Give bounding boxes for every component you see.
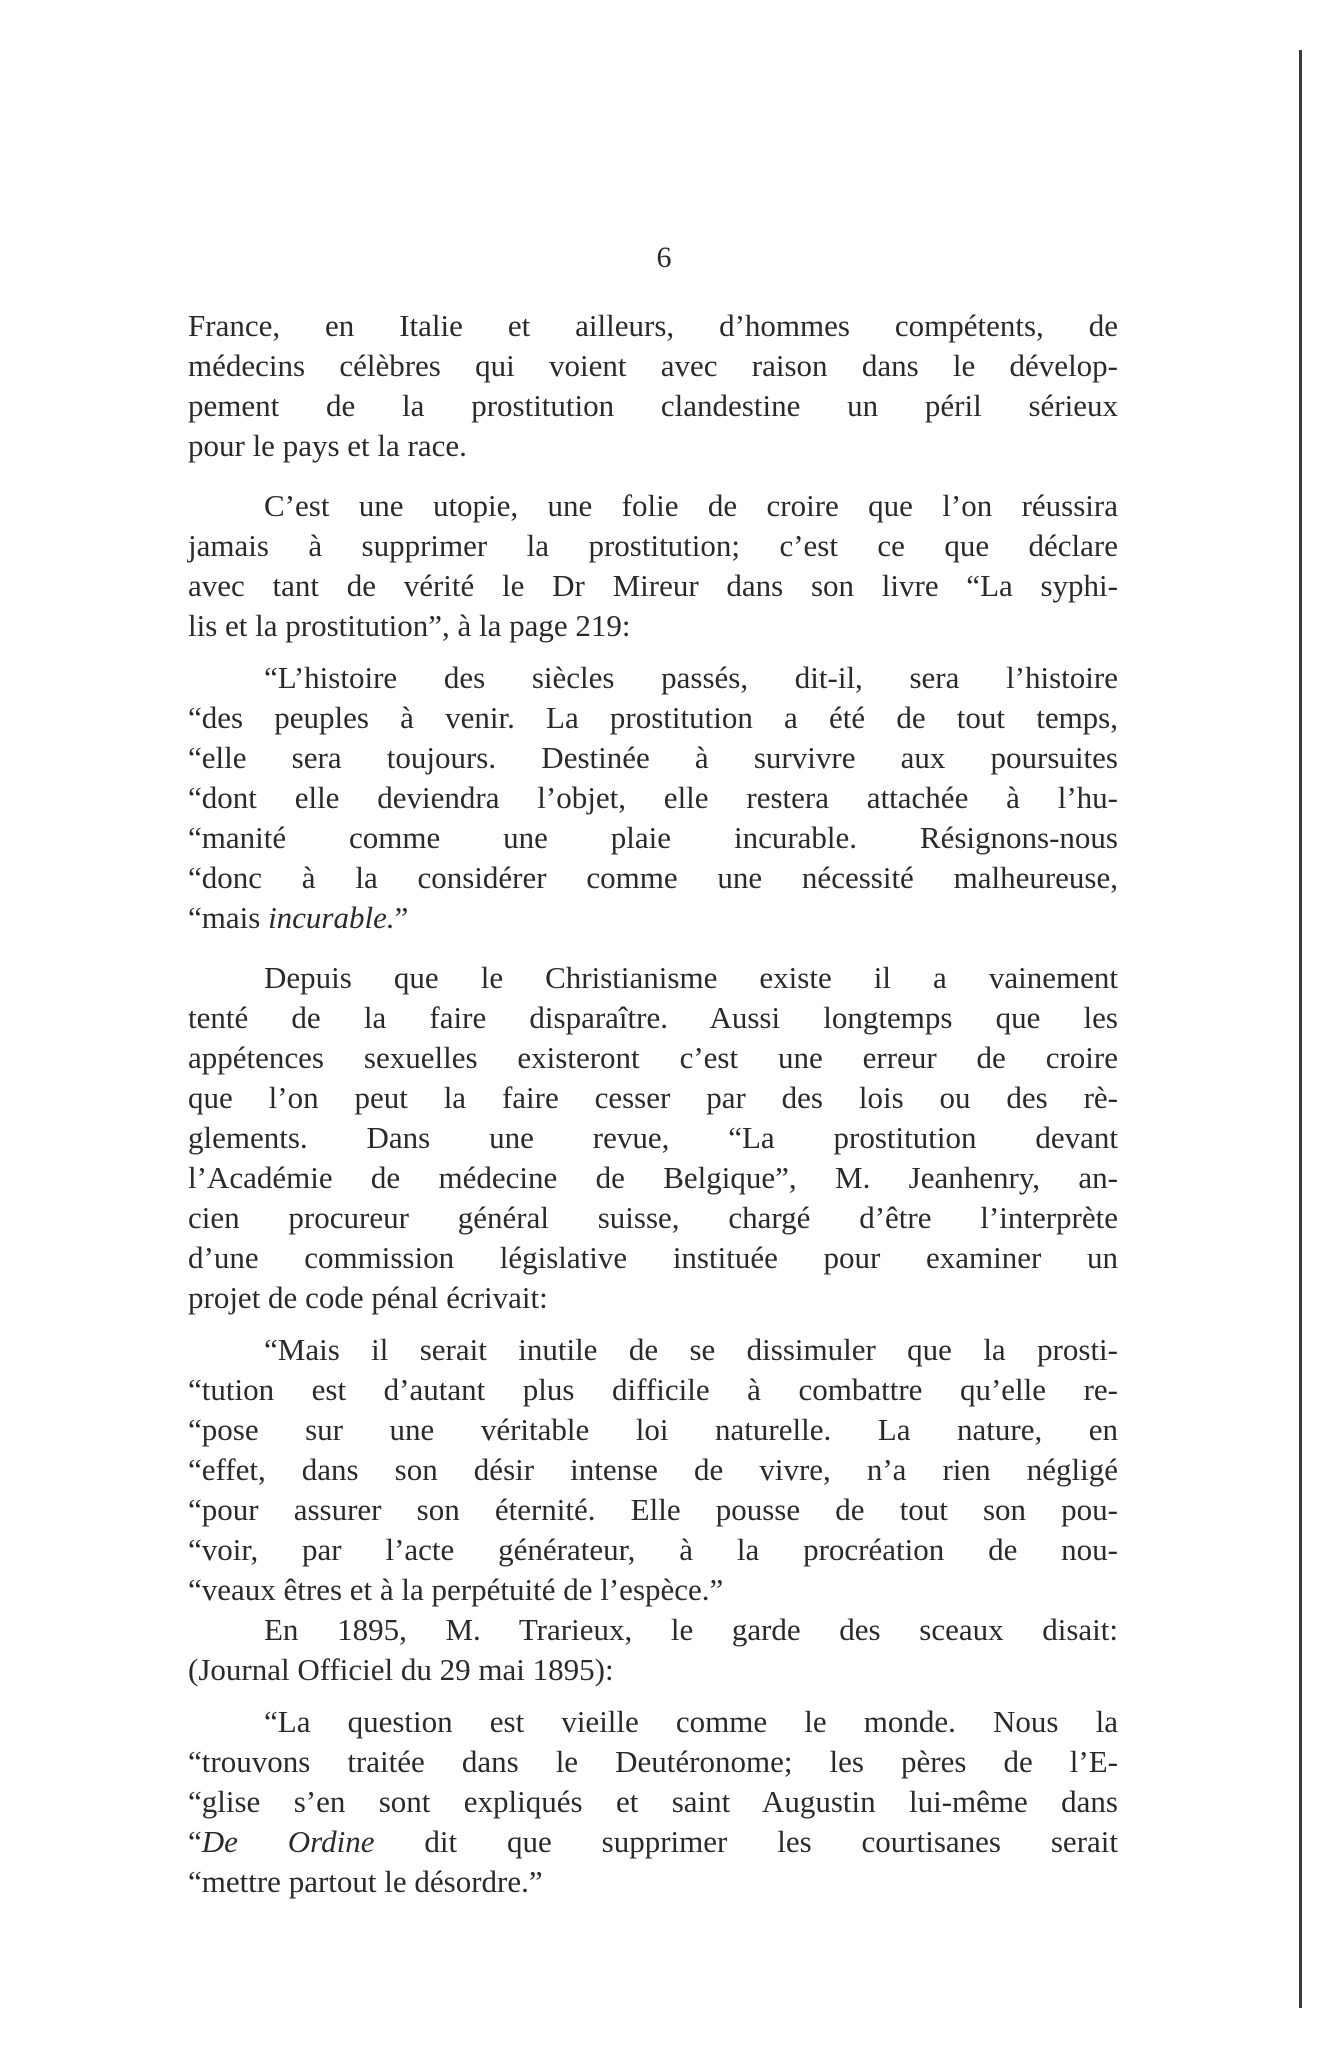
text-line: “mettre partout le désordre.” xyxy=(188,1864,543,1899)
page-number: 6 xyxy=(656,241,672,274)
text-line: projet de code pénal écrivait: xyxy=(188,1280,548,1315)
text-line: “effet, dans son désir intense de vivre, n’a rien négligé xyxy=(188,1452,1118,1487)
text-line: médecins célèbres qui voient avec raison dans le dévelop- xyxy=(188,348,1118,383)
text-line: cien procureur général suisse, chargé d’être l’interprète xyxy=(188,1200,1118,1235)
text-line: “voir, par l’acte générateur, à la procréation de nou- xyxy=(188,1532,1118,1567)
text-line: avec tant de vérité le Dr Mireur dans son livre “La syphi- xyxy=(188,568,1118,603)
text-line: l’Académie de médecine de Belgique”, M. Jeanhenry, an- xyxy=(188,1160,1118,1195)
text-line: “pose sur une véritable loi naturelle. La nature, en xyxy=(188,1412,1118,1447)
text-line: En 1895, M. Trarieux, le garde des sceaux disait: xyxy=(264,1612,1118,1647)
text-line: que l’on peut la faire cesser par des lois ou des rè- xyxy=(188,1080,1118,1115)
text-line: “elle sera toujours. Destinée à survivre aux poursuites xyxy=(188,740,1118,775)
text-line: pement de la prostitution clandestine un péril sérieux xyxy=(188,388,1118,423)
text-line: C’est une utopie, une folie de croire que l’on réussira xyxy=(264,488,1118,523)
text-line: appétences sexuelles existeront c’est une erreur de croire xyxy=(188,1040,1118,1075)
text-line: pour le pays et la race. xyxy=(188,428,467,463)
text-line: d’une commission législative instituée pour examiner un xyxy=(188,1240,1118,1275)
text-line: “glise s’en sont expliqués et saint Augustin lui-même dans xyxy=(188,1784,1118,1819)
text-line: “donc à la considérer comme une nécessité malheureuse, xyxy=(188,860,1118,895)
text-line: lis et la prostitution”, à la page 219: xyxy=(188,608,631,643)
text-line: “des peuples à venir. La prostitution a été de tout temps, xyxy=(188,700,1118,735)
quote-paragraph xyxy=(188,658,1118,938)
text-fragment: “ xyxy=(188,1824,202,1859)
text-line: “L’histoire des siècles passés, dit-il, sera l’histoire xyxy=(264,660,1118,695)
text-line: “veaux êtres et à la perpétuité de l’espèce.” xyxy=(188,1572,724,1607)
page-edge xyxy=(1299,50,1328,2008)
text-line: jamais à supprimer la prostitution; c’est ce que déclare xyxy=(188,528,1118,563)
text-line: “manité comme une plaie incurable. Résignons-nous xyxy=(188,820,1118,855)
text-fragment: ” xyxy=(394,900,409,935)
text-line: “tution est d’autant plus difficile à combattre qu’elle re- xyxy=(188,1372,1118,1407)
text-line: (Journal Officiel du 29 mai 1895): xyxy=(188,1652,614,1687)
italic-text: De Ordine xyxy=(201,1824,375,1859)
paragraph xyxy=(188,486,1118,646)
text-line: France, en Italie et ailleurs, d’hommes compétents, de xyxy=(188,308,1118,343)
text-line: glements. Dans une revue, “La prostitution devant xyxy=(188,1120,1118,1155)
paragraph xyxy=(188,1610,1118,1690)
text-line: “trouvons traitée dans le Deutéronome; les pères de l’E- xyxy=(188,1744,1118,1779)
paragraph xyxy=(188,306,1118,466)
italic-text: incurable. xyxy=(268,900,395,935)
quote-paragraph xyxy=(188,1330,1118,1610)
paragraph xyxy=(188,958,1118,1318)
text-line: “pour assurer son éternité. Elle pousse de tout son pou- xyxy=(188,1492,1118,1527)
quote-paragraph xyxy=(188,1702,1118,1902)
text-line xyxy=(188,898,1118,938)
text-line: tenté de la faire disparaître. Aussi longtemps que les xyxy=(188,1000,1118,1035)
text-line: Depuis que le Christianisme existe il a vainement xyxy=(264,960,1118,995)
text-line xyxy=(188,1822,1118,1862)
text-fragment: dit que supprimer les courtisanes serait xyxy=(374,1824,1119,1859)
text-line: “La question est vieille comme le monde. Nous la xyxy=(264,1704,1118,1739)
text-line: “Mais il serait inutile de se dissimuler que la prosti- xyxy=(264,1332,1118,1367)
text-line: “dont elle deviendra l’objet, elle restera attachée à l’hu- xyxy=(188,780,1118,815)
text-fragment: “mais xyxy=(188,900,269,935)
body-text xyxy=(188,306,1118,1902)
